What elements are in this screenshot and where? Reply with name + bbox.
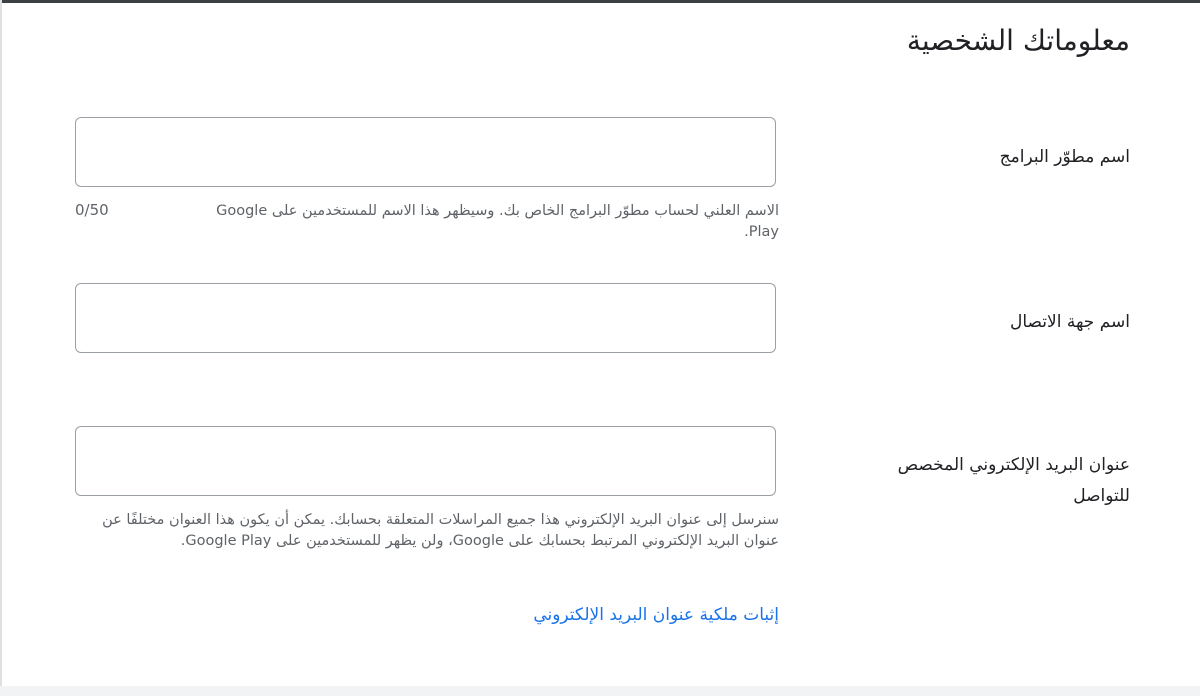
- verify-email-link[interactable]: إثبات ملكية عنوان البريد الإلكتروني: [533, 605, 779, 625]
- contact-name-input[interactable]: [75, 283, 776, 353]
- contact-email-helper: سنرسل إلى عنوان البريد الإلكتروني هذا جميع المراسلات المتعلقة بحسابك. يمكن أن يكون هذا العنوان مختلفًا عن عنوان البريد الإلكتروني المرتبط بحسابك على Google، ولن يظهر للمستخدمين على Google Play.: [102, 512, 779, 549]
- left-edge-divider: [0, 0, 2, 696]
- developer-name-char-counter: 0/50: [75, 201, 109, 219]
- contact-email-label: عنوان البريد الإلكتروني المخصص للتواصل: [897, 455, 1130, 506]
- developer-name-label: اسم مطوّر البرامج: [999, 147, 1130, 167]
- developer-name-input[interactable]: [75, 117, 776, 187]
- section-title: معلوماتك الشخصية: [906, 24, 1130, 57]
- contact-email-input[interactable]: [75, 426, 776, 496]
- bottom-divider: [0, 686, 1200, 696]
- developer-name-helper: الاسم العلني لحساب مطوّر البرامج الخاص بك. وسيظهر هذا الاسم للمستخدمين على Google Play.: [216, 203, 779, 240]
- top-border: [0, 0, 1200, 3]
- contact-name-label: اسم جهة الاتصال: [1010, 312, 1130, 332]
